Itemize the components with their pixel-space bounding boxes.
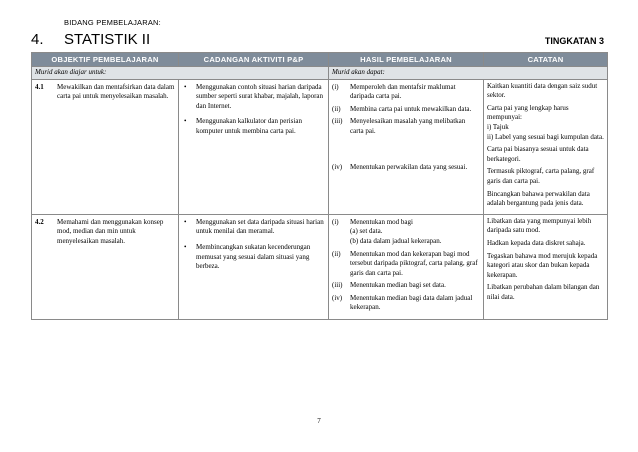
page-number: 7 — [317, 417, 321, 425]
activity-text: Membincangkan sukatan kecenderungan memusat yang sesuai dalam situasi yang berbeza. — [196, 242, 311, 271]
outcome-number: (iv) — [332, 162, 343, 171]
list-item — [182, 83, 325, 112]
objective-number: 4.2 — [35, 217, 44, 226]
outcome-number: (i) — [332, 82, 339, 91]
outcome-text: Menentukan median bagi data dalam jadual kekerapan. — [350, 293, 473, 312]
bullet-icon: • — [184, 217, 187, 226]
outcome-text: Menentukan median bagi set data. — [350, 281, 446, 290]
activities-cell — [179, 214, 329, 319]
note-text: ii) Label yang sesuai bagi kumpulan data. — [487, 132, 604, 141]
notes-cell — [484, 79, 608, 214]
outcome-number: (iii) — [332, 117, 343, 126]
outcome-number: (ii) — [332, 249, 341, 258]
col-header-activities: CADANGAN AKTIVITI P&P — [179, 53, 329, 67]
list-item — [182, 117, 325, 136]
table-header-row — [32, 53, 608, 67]
form-level-label: TINGKATAN 3 — [544, 36, 604, 46]
note-text: Libatkan perubahan dalam bilangan dan nilai data. — [487, 283, 600, 301]
note-text: Libatkan data yang mempunyai lebih daripada satu mod. — [487, 216, 592, 235]
list-item — [332, 250, 480, 279]
col-header-objective: OBJEKTIF PEMBELAJARAN — [32, 53, 179, 67]
table-row — [32, 79, 608, 214]
note-text: Kaitkan kuantiti data dengan saiz sudut sektor. — [487, 81, 598, 100]
outcome-subitem: (a) set data. — [350, 227, 383, 236]
outcome-text: Menentukan perwakilan data yang sesuai. — [350, 162, 468, 171]
col-header-notes: CATATAN — [484, 53, 608, 67]
activity-text: Menggunakan kalkulator dan perisian komputer untuk membina carta pai. — [196, 117, 302, 135]
outcome-subitem: (b) data dalam jadual kekerapan. — [350, 236, 442, 245]
outcome-text: Memperoleh dan mentafsir maklumat daripada carta pai. — [350, 82, 456, 101]
taught-label: Murid akan diajar untuk: — [32, 67, 329, 80]
note-text: Termasuk piktograf, carta palang, graf garis dan carta pai. — [487, 167, 595, 185]
bullet-icon: • — [184, 82, 187, 91]
bullet-icon: • — [184, 117, 187, 126]
list-item — [332, 83, 480, 102]
note-text: Bincangkan bahawa perwakilan data adalah bergantung pada jenis data. — [487, 189, 590, 208]
table-row — [32, 214, 608, 319]
list-item — [182, 243, 325, 272]
topic-title: STATISTIK II — [64, 31, 151, 48]
activities-cell — [179, 79, 329, 214]
objective-text: Memahami dan menggunakan konsep mod, median dan min untuk menyelesaikan masalah. — [57, 217, 164, 245]
list-item — [182, 218, 325, 237]
list-item — [332, 218, 480, 247]
outcomes-cell — [329, 214, 484, 319]
outcomes-cell — [329, 79, 484, 214]
objective-number: 4.1 — [35, 82, 44, 91]
topic-heading — [31, 31, 150, 48]
list-item — [332, 294, 480, 313]
topic-number: 4. — [31, 31, 44, 48]
outcome-text: Membina carta pai untuk mewakilkan data. — [350, 104, 472, 113]
outcome-text: Menentukan mod bagi — [350, 217, 413, 226]
note-text: i) Tajuk — [487, 122, 509, 131]
learning-area-label: BIDANG PEMBELAJARAN: — [64, 18, 161, 27]
note-text: Carta pai biasanya sesuai untuk data berkategori. — [487, 145, 589, 163]
objective-text: Mewakilkan dan mentafsirkan data dalam carta pai untuk menyelesaikan masalah. — [57, 82, 175, 101]
outcome-text: Menentukan mod dan kekerapan bagi mod tersebut daripada piktograf, carta palang, graf garis dan carta pai. — [350, 249, 478, 277]
list-item — [332, 163, 480, 173]
outcome-number: (i) — [332, 217, 339, 226]
outcome-number: (ii) — [332, 104, 341, 113]
able-label: Murid akan dapat: — [329, 67, 608, 80]
notes-cell — [484, 214, 608, 319]
activity-text: Menggunakan contoh situasi harian daripada sumber seperti surat khabar, majalah, laporan dan Internet. — [196, 82, 324, 110]
list-item — [332, 105, 480, 115]
outcome-text: Menyelesaikan masalah yang melibatkan carta pai. — [350, 117, 466, 135]
list-item — [332, 117, 480, 136]
note-text: Carta pai yang lengkap harus mempunyai: — [487, 103, 569, 122]
activity-text: Menggunakan set data daripada situasi harian untuk menilai dan meramal. — [196, 217, 324, 236]
outcome-number: (iii) — [332, 281, 343, 290]
objective-cell — [32, 214, 179, 319]
list-item — [332, 281, 480, 291]
outcome-number: (iv) — [332, 293, 343, 302]
student-intro-row — [32, 67, 608, 80]
note-text: Tegaskan bahawa mod merujuk kepada kategori atau skor dan bukan kepada kekerapan. — [487, 251, 598, 279]
objective-cell — [32, 79, 179, 214]
col-header-outcomes: HASIL PEMBELAJARAN — [329, 53, 484, 67]
bullet-icon: • — [184, 242, 187, 251]
syllabus-table — [31, 52, 608, 320]
note-text: Hadkan kepada data diskret sahaja. — [487, 238, 586, 247]
